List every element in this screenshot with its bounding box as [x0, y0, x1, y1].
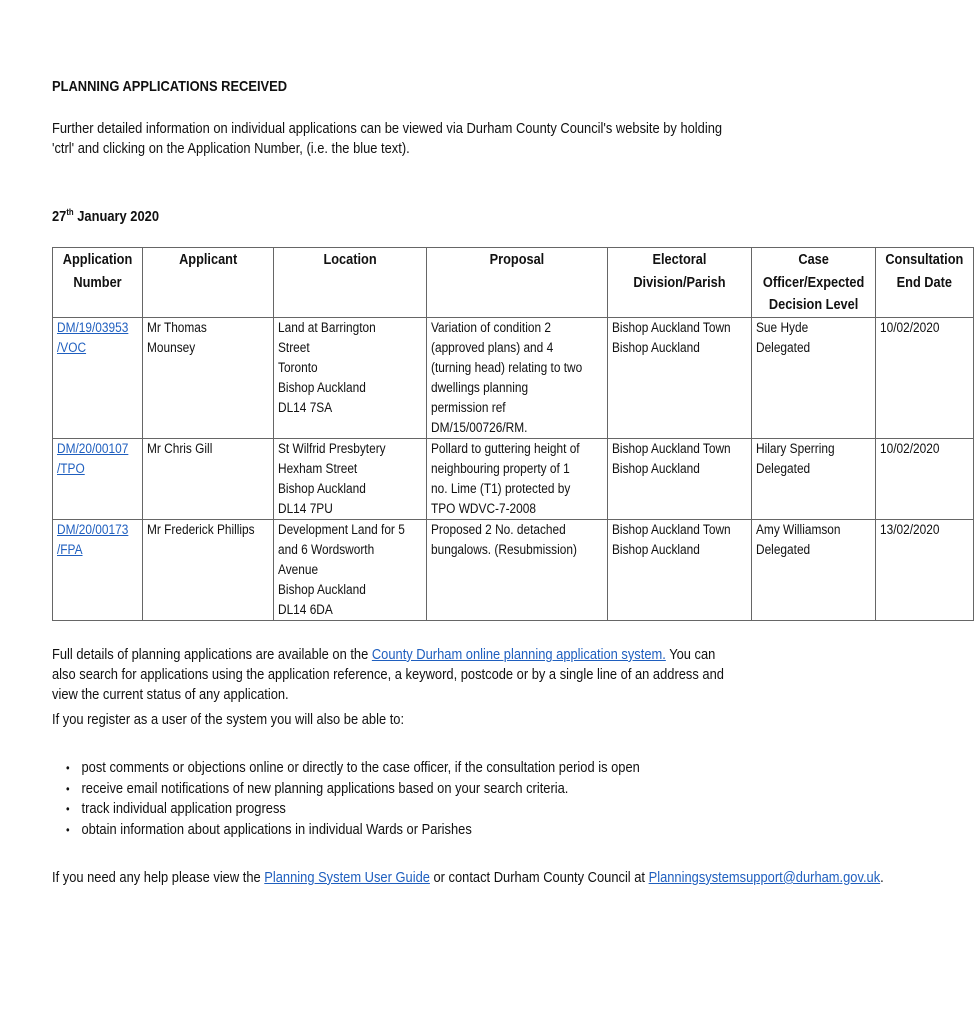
help-paragraph — [52, 869, 884, 886]
column-header-line: Officer/Expected — [763, 274, 865, 291]
cell-content — [278, 318, 405, 418]
support-email-link[interactable]: Planningsystemsupport@durham.gov.uk — [648, 869, 881, 886]
cell-line: (approved plans) and 4 — [431, 340, 554, 355]
cell-officer — [752, 318, 876, 439]
column-header-line: Consultation — [885, 252, 964, 268]
column-header-line: End Date — [897, 274, 953, 291]
list-item — [66, 758, 640, 779]
cell-content — [880, 520, 958, 540]
cell-number — [53, 318, 143, 439]
cell-end-date — [876, 318, 974, 439]
cell-applicant — [143, 439, 274, 520]
list-item — [66, 799, 640, 820]
bullet-icon: • — [66, 802, 70, 816]
cell-line: Toronto — [278, 360, 318, 375]
cell-content — [147, 520, 255, 540]
column-header-line: Electoral — [652, 252, 707, 268]
cell-line: Mounsey — [147, 340, 196, 355]
full-details-before: Full details of planning applications are available on the — [52, 646, 372, 663]
page-title: PLANNING APPLICATIONS RECEIVED — [52, 78, 288, 95]
table-row — [53, 318, 974, 439]
cell-end-date — [876, 520, 974, 621]
cell-content — [756, 439, 857, 479]
column-header-electoral-division — [608, 248, 752, 318]
application-number-link[interactable] — [57, 439, 128, 479]
cell-line: Variation of condition 2 — [431, 320, 552, 335]
cell-applicant — [143, 520, 274, 621]
cell-line: Pollard to guttering height of — [431, 441, 581, 456]
cell-proposal — [427, 520, 608, 621]
table-header-row — [53, 248, 974, 318]
cell-line: Mr Chris Gill — [147, 441, 213, 456]
column-header-application-number — [53, 248, 143, 318]
bullet-icon: • — [66, 761, 70, 775]
cell-line: DL14 7PU — [278, 501, 334, 516]
cell-content — [612, 318, 731, 358]
column-header-line: Number — [73, 274, 122, 291]
column-header-location — [274, 248, 427, 318]
cell-line: TPO WDVC-7-2008 — [431, 501, 537, 516]
column-header-text — [620, 249, 739, 294]
cell-line: Land at Barrington — [278, 320, 377, 335]
cell-location — [274, 318, 427, 439]
cell-line: no. Lime (T1) protected by — [431, 481, 571, 496]
list-item-text: track individual application progress — [81, 800, 286, 817]
cell-content — [147, 439, 255, 459]
cell-line: Mr Frederick Phillips — [147, 522, 255, 537]
cell-line: bungalows. (Resubmission) — [431, 542, 578, 557]
cell-content — [612, 439, 731, 479]
cell-content — [612, 520, 731, 560]
cell-content — [880, 439, 958, 459]
cell-line: 10/02/2020 — [880, 320, 940, 335]
online-planning-system-link[interactable]: County Durham online planning application system. — [371, 646, 666, 663]
cell-line: Bishop Auckland — [278, 380, 367, 395]
column-header-line: Proposal — [490, 252, 545, 268]
help-before: If you need any help please view the — [52, 869, 265, 886]
cell-content — [756, 520, 857, 560]
cell-line: (turning head) relating to two — [431, 360, 583, 375]
column-header-text — [442, 249, 593, 272]
cell-line: DL14 7SA — [278, 400, 333, 415]
cell-proposal — [427, 439, 608, 520]
cell-line[interactable]: DM/20/00173 — [57, 522, 129, 537]
table-row — [53, 439, 974, 520]
list-item — [66, 820, 640, 841]
register-text: If you register as a user of the system you will also be able to: — [52, 711, 405, 728]
column-header-line: Decision Level — [769, 297, 859, 313]
cell-line: Bishop Auckland Town — [612, 441, 731, 456]
column-header-applicant — [143, 248, 274, 318]
cell-line: and 6 Wordsworth — [278, 542, 375, 557]
cell-content — [431, 520, 582, 560]
cell-line: Delegated — [756, 461, 811, 476]
cell-content — [278, 520, 405, 620]
bullet-icon: • — [66, 822, 70, 837]
cell-end-date — [876, 439, 974, 520]
cell-applicant — [143, 318, 274, 439]
cell-content — [880, 318, 958, 338]
cell-officer — [752, 439, 876, 520]
cell-line[interactable]: DM/19/03953 — [57, 320, 129, 335]
cell-officer — [752, 520, 876, 621]
column-header-case-officer — [752, 248, 876, 318]
cell-line: Delegated — [756, 340, 811, 355]
cell-content — [57, 520, 128, 560]
column-header-line: Applicant — [179, 252, 238, 268]
column-header-text — [287, 249, 414, 272]
cell-line: Delegated — [756, 542, 811, 557]
column-header-line: Application — [62, 252, 133, 268]
cell-line: Bishop Auckland — [612, 542, 701, 557]
list-item — [66, 779, 640, 800]
cell-line: 10/02/2020 — [880, 441, 940, 456]
intro-paragraph: Further detailed information on individual applications can be viewed via Durham County Council's website by holding 'ctrl' and clicking on the Application Number, (i.e. the blue text). — [52, 120, 723, 157]
application-number-link[interactable] — [57, 318, 128, 358]
cell-line: Bishop Auckland — [278, 582, 367, 597]
cell-line[interactable]: DM/20/00107 — [57, 441, 129, 456]
cell-line: DM/15/00726/RM. — [431, 420, 528, 435]
date-heading — [52, 207, 159, 225]
cell-line: DL14 6DA — [278, 602, 334, 617]
cell-proposal — [427, 318, 608, 439]
cell-line: Amy Williamson — [756, 522, 841, 537]
list-item-text: post comments or objections online or directly to the case officer, if the consultation period is open — [81, 759, 640, 776]
cell-line: Bishop Auckland — [612, 461, 701, 476]
cell-line: Hexham Street — [278, 461, 358, 476]
column-header-proposal — [427, 248, 608, 318]
cell-line: Bishop Auckland — [278, 481, 367, 496]
cell-content — [57, 439, 128, 479]
cell-line: Bishop Auckland Town — [612, 522, 731, 537]
cell-line[interactable]: /TPO — [57, 461, 85, 476]
user-guide-link[interactable]: Planning System User Guide — [264, 869, 430, 886]
cell-location — [274, 520, 427, 621]
application-number-link[interactable] — [57, 520, 128, 560]
cell-line: Street — [278, 340, 311, 355]
list-item-text: receive email notifications of new planning applications based on your search criteria. — [81, 779, 569, 797]
table-row — [53, 520, 974, 621]
cell-division — [608, 318, 752, 439]
cell-content — [57, 318, 128, 358]
list-item-text: obtain information about applications in individual Wards or Parishes — [81, 820, 472, 838]
cell-line: Sue Hyde — [756, 320, 809, 335]
cell-line[interactable]: /FPA — [57, 542, 83, 557]
cell-location — [274, 439, 427, 520]
cell-line: permission ref — [431, 400, 507, 415]
column-header-line: Division/Parish — [633, 274, 726, 291]
applications-table — [52, 247, 974, 621]
cell-line: Development Land for 5 — [278, 522, 406, 537]
column-header-line: Location — [323, 252, 377, 268]
cell-content — [431, 439, 582, 519]
date-suffix: th — [66, 207, 74, 217]
full-details-paragraph — [52, 645, 740, 705]
cell-line: Avenue — [278, 562, 319, 577]
cell-content — [147, 318, 255, 358]
bullet-icon: • — [66, 781, 70, 796]
cell-number — [53, 520, 143, 621]
date-day: 27 — [52, 208, 67, 225]
cell-line: Bishop Auckland — [612, 340, 701, 355]
cell-line: dwellings planning — [431, 380, 529, 395]
cell-line: Hilary Sperring — [756, 441, 835, 456]
column-header-text — [886, 249, 964, 294]
cell-line: Proposed 2 No. detached — [431, 522, 567, 537]
cell-division — [608, 520, 752, 621]
benefits-list — [66, 758, 640, 840]
cell-line: Bishop Auckland Town — [612, 320, 731, 335]
column-header-line: Case — [798, 252, 830, 268]
cell-number — [53, 439, 143, 520]
cell-division — [608, 439, 752, 520]
cell-line: St Wilfrid Presbytery — [278, 441, 386, 456]
cell-line: Mr Thomas — [147, 320, 207, 335]
help-after: . — [880, 869, 884, 886]
column-header-consultation-end-date — [876, 248, 974, 318]
full-details-after: You can also search for applications using the application reference, a keyword, postcode or by a single line of an address and view the current status of any application. — [52, 646, 724, 703]
column-header-text — [62, 249, 133, 294]
table-body — [53, 318, 974, 621]
cell-line[interactable]: /VOC — [57, 340, 87, 355]
date-rest: January 2020 — [73, 208, 160, 225]
cell-line: neighbouring property of 1 — [431, 461, 571, 476]
cell-content — [431, 318, 582, 438]
cell-line: 13/02/2020 — [880, 522, 940, 537]
column-header-text — [154, 249, 262, 272]
cell-content — [278, 439, 405, 519]
cell-content — [756, 318, 857, 358]
help-middle: or contact Durham County Council at — [429, 869, 649, 886]
column-header-text — [763, 249, 864, 317]
